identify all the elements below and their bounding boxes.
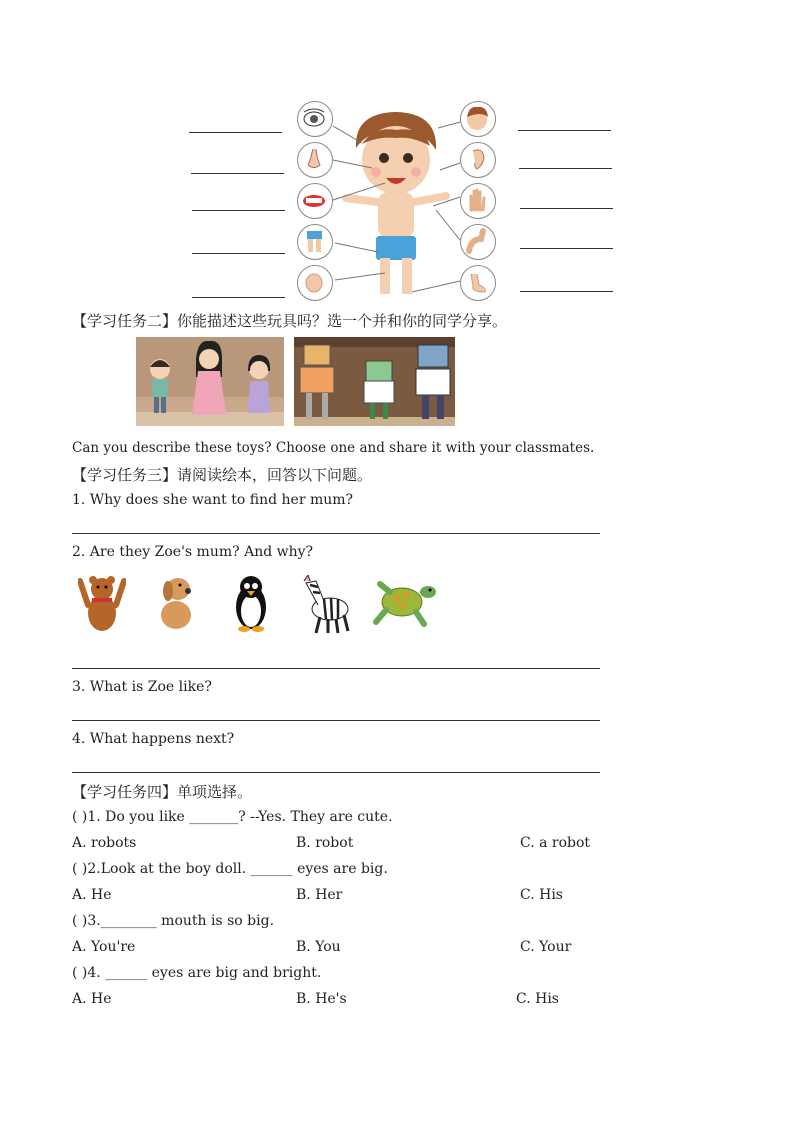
mc-option-b[interactable]: B. You — [296, 939, 341, 955]
answer-line[interactable] — [72, 772, 600, 773]
question-3: 3. What is Zoe like? — [72, 679, 212, 695]
answer-line[interactable] — [72, 533, 600, 534]
mc-question-4: ( )4. ______ eyes are big and bright. — [72, 965, 322, 981]
mc-option-c[interactable]: C. Your — [520, 939, 572, 955]
mc-option-c[interactable]: C. His — [520, 887, 563, 903]
task2-english: Can you describe these toys? Choose one and share it with your classmates. — [72, 440, 595, 456]
mc-option-a[interactable]: A. He — [72, 991, 112, 1007]
mc-question-1: ( )1. Do you like _______? --Yes. They are cute. — [72, 809, 393, 825]
mc-option-c[interactable]: C. a robot — [520, 835, 591, 851]
answer-line[interactable] — [72, 668, 600, 669]
robots-photo — [294, 337, 455, 426]
answer-line[interactable] — [72, 720, 600, 721]
mc-option-a[interactable]: A. He — [72, 887, 112, 903]
dog-image — [152, 573, 200, 633]
question-1: 1. Why does she want to find her mum? — [72, 492, 354, 508]
mc-option-a[interactable]: A. robots — [72, 835, 137, 851]
question-2: 2. Are they Zoe's mum? And why? — [72, 544, 314, 560]
mc-option-b[interactable]: B. robot — [296, 835, 354, 851]
mc-option-b[interactable]: B. Her — [296, 887, 343, 903]
mc-question-2: ( )2.Look at the boy doll. ______ eyes are big. — [72, 861, 388, 877]
zebra-image — [296, 575, 354, 635]
mc-option-a[interactable]: A. You're — [72, 939, 136, 955]
question-4: 4. What happens next? — [72, 731, 235, 747]
mc-option-b[interactable]: B. He's — [296, 991, 347, 1007]
task4-heading: 【学习任务四】单项选择。 — [72, 783, 253, 801]
connector-lines — [0, 0, 794, 320]
task3-heading: 【学习任务三】请阅读绘本，回答以下问题。 — [72, 466, 373, 484]
mc-option-c[interactable]: C. His — [516, 991, 559, 1007]
dolls-photo — [136, 337, 284, 426]
task2-heading: 【学习任务二】你能描述这些玩具吗？选一个并和你的同学分享。 — [72, 312, 508, 330]
mc-question-3: ( )3.________ mouth is so big. — [72, 913, 275, 929]
bear-image — [78, 573, 126, 635]
penguin-image — [230, 573, 272, 633]
turtle-image — [372, 578, 438, 630]
